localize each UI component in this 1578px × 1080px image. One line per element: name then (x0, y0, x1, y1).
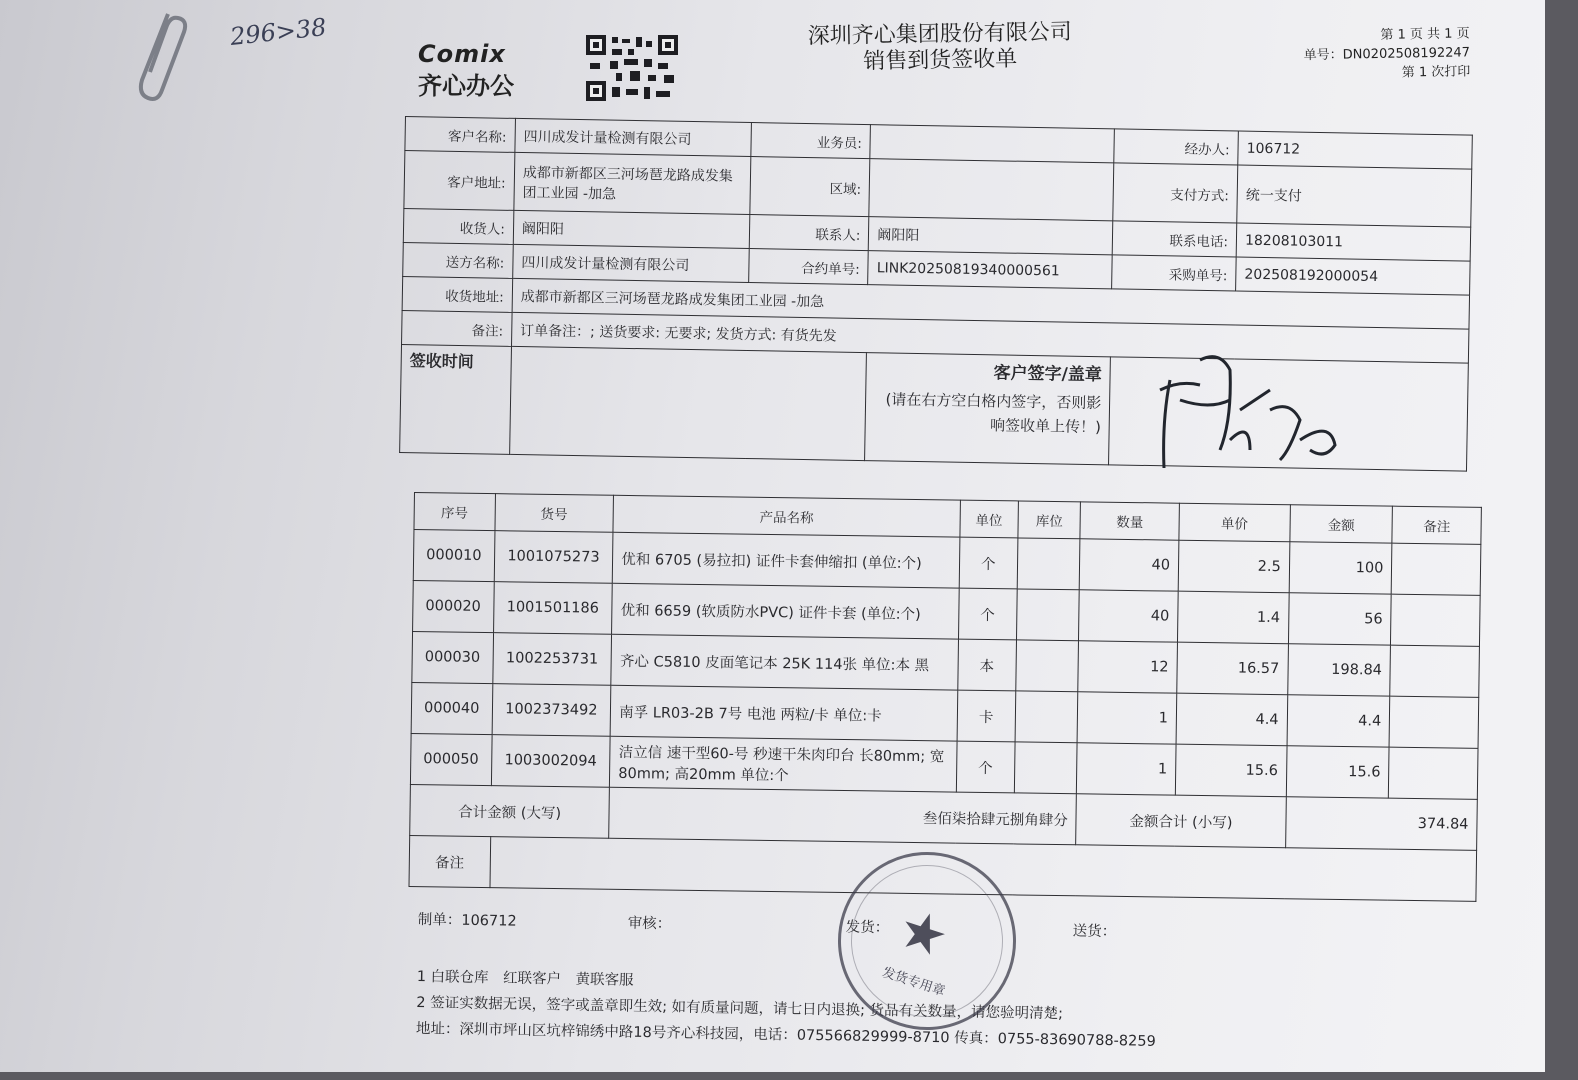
col-location: 库位 (1018, 501, 1081, 539)
row-unit: 本 (957, 639, 1016, 691)
total-lower-label: 金额合计 (小写) (1076, 794, 1286, 848)
purchase-label: 采购单号: (1112, 255, 1236, 291)
sign-time-label: 签收时间 (400, 344, 512, 454)
customer-sign-note: (请在右方空白格内签字，否则影响签收单上传！) (885, 390, 1102, 437)
sign-time-value (509, 346, 866, 460)
row-price: 16.57 (1177, 642, 1288, 695)
row-note (1390, 645, 1479, 697)
row-code: 1001075273 (494, 531, 613, 584)
row-amount: 4.4 (1287, 695, 1390, 747)
row-price: 2.5 (1178, 540, 1289, 593)
col-unit: 单位 (959, 500, 1018, 538)
phone-label: 联系电话: (1112, 221, 1236, 257)
star-icon: ★ (890, 895, 957, 971)
contract-value: LINK20250819340000561 (868, 251, 1112, 289)
row-quantity: 40 (1080, 539, 1179, 591)
row-name: 洁立信 速干型60-号 秒速干朱肉印台 长80mm; 宽80mm; 高20mm 单位:个 (610, 736, 957, 792)
row-price: 1.4 (1177, 591, 1288, 644)
row-code: 1003002094 (491, 735, 610, 788)
total-lower-value: 374.84 (1285, 797, 1477, 851)
row-quantity: 1 (1077, 743, 1176, 795)
handler-value: 106712 (1238, 131, 1472, 169)
region-value (869, 159, 1114, 221)
col-quantity: 数量 (1080, 502, 1179, 540)
row-name: 齐心 C5810 皮面笔记本 25K 114张 单位:本 黑 (611, 634, 958, 690)
row-code: 1001501186 (493, 582, 612, 635)
copy-distribution: 1 白联仓库 红联客户 黄联客服 (416, 968, 634, 989)
receiver-value: 阚阳阳 (513, 210, 749, 248)
row-unit: 个 (959, 537, 1018, 589)
row-note (1392, 543, 1481, 595)
contact-label: 联系人: (749, 215, 869, 251)
row-location (1016, 589, 1079, 641)
maker-field: 制单：106712 (417, 911, 517, 930)
row-name: 优和 6705 (易拉扣) 证件卡套伸缩扣 (单位:个) (613, 532, 960, 588)
customer-address-label: 客户地址: (404, 151, 515, 211)
row-amount: 15.6 (1286, 746, 1389, 798)
row-price: 15.6 (1175, 744, 1286, 797)
item-table (408, 492, 1481, 902)
col-code: 货号 (494, 494, 613, 533)
contact-value: 阚阳阳 (869, 217, 1113, 255)
col-name: 产品名称 (613, 495, 960, 537)
row-code: 1002373492 (492, 684, 611, 737)
paperclip-icon (128, 10, 190, 106)
delivery-address-label: 收货地址: (402, 276, 512, 312)
salesperson-value (870, 125, 1114, 163)
col-note: 备注 (1392, 506, 1481, 544)
row-location (1014, 742, 1077, 794)
ship-to-label: 送方名称: (403, 242, 513, 278)
col-amount: 金额 (1290, 505, 1393, 543)
row-location (1016, 640, 1079, 692)
row-name: 优和 6659 (软质防水PVC) 证件卡套 (单位:个) (612, 583, 959, 639)
row-seq: 000040 (411, 682, 492, 734)
items-remark-label: 备注 (409, 835, 490, 887)
payment-value: 统一支付 (1237, 165, 1472, 227)
total-upper-label: 合计金额 (大写) (410, 784, 610, 838)
company-name: 深圳齐心集团股份有限公司 (807, 19, 1072, 50)
row-name: 南孚 LR03-2B 7号 电池 两粒/卡 单位:卡 (610, 685, 957, 741)
handwritten-signature (1140, 350, 1360, 480)
col-seq: 序号 (414, 493, 495, 531)
row-seq: 000010 (413, 530, 494, 582)
contract-label: 合约单号: (748, 249, 868, 285)
customer-address: 成都市新都区三河场琶龙路成发集团工业园 -加急 (514, 152, 751, 214)
region-label: 区域: (749, 157, 870, 217)
row-unit: 卡 (957, 690, 1016, 742)
handler-label: 经办人: (1114, 129, 1238, 165)
logo-en: Comix (418, 40, 506, 68)
page-info (1280, 24, 1471, 84)
remark-value: 订单备注：; 送货要求: 无要求; 发货方式: 有货先发 (511, 312, 1469, 363)
row-amount: 56 (1288, 593, 1391, 645)
row-code: 1002253731 (492, 633, 611, 686)
deliver-field: 送货： (1072, 923, 1117, 941)
ship-to-value: 四川成发计量检测有限公司 (513, 244, 749, 282)
document-type: 销售到货签收单 (862, 46, 1018, 75)
row-amount: 198.84 (1287, 644, 1390, 696)
delivery-address: 成都市新都区三河场琶龙路成发集团工业园 -加急 (512, 278, 1470, 329)
logo-cn: 齐心办公 (418, 72, 514, 100)
row-seq: 000020 (413, 580, 494, 632)
row-amount: 100 (1289, 542, 1392, 594)
customer-name-label: 客户名称: (405, 117, 515, 153)
row-quantity: 1 (1077, 692, 1176, 744)
row-note (1391, 594, 1480, 646)
purchase-value: 202508192000054 (1236, 257, 1470, 295)
print-count: 第 1 次打印 (1401, 64, 1471, 81)
company-address: 地址：深圳市坪山区坑梓锦绣中路18号齐心科技园，电话：075566829999-8710 传真：0755-83690788-8259 (415, 1020, 1156, 1050)
customer-name: 四川成发计量检测有限公司 (515, 118, 751, 156)
col-unit-price: 单价 (1179, 503, 1290, 542)
remark-label: 备注: (402, 310, 512, 346)
row-quantity: 12 (1078, 641, 1177, 693)
ship-field: 发货： (845, 919, 890, 937)
row-location (1015, 691, 1078, 743)
total-upper-value: 叁佰柒拾肆元捌角肆分 (609, 787, 1077, 845)
document-title (760, 19, 1121, 77)
page-count: 第 1 页 共 1 页 (1380, 26, 1470, 43)
row-seq: 000030 (412, 631, 493, 683)
terms-note: 2 签证实数据无误，签字或盖章即生效; 如有质量问题，请七日内退换; 货品有关数量，请您验明清楚; (416, 994, 1064, 1023)
row-unit: 个 (958, 588, 1017, 640)
row-note (1389, 696, 1478, 748)
customer-sign-cell (865, 353, 1111, 465)
row-seq: 000050 (410, 733, 491, 785)
customer-sign-label: 客户签字/盖章 (993, 363, 1103, 386)
row-note (1389, 747, 1478, 799)
qr-code-icon (586, 35, 678, 101)
salesperson-label: 业务员: (750, 123, 870, 159)
stamp-bottom-text: 发货专用章 (880, 965, 947, 1000)
audit-field: 审核： (627, 915, 672, 933)
row-unit: 个 (956, 741, 1015, 793)
row-price: 4.4 (1176, 693, 1287, 746)
payment-label: 支付方式: (1113, 163, 1238, 223)
row-quantity: 40 (1079, 590, 1178, 642)
row-location (1017, 538, 1080, 590)
comix-logo (418, 40, 514, 101)
handwritten-note: 296>38 (228, 13, 328, 51)
receiver-label: 收货人: (403, 208, 513, 244)
phone-value: 18208103011 (1236, 223, 1470, 261)
order-number: 单号：DN0202508192247 (1303, 45, 1471, 64)
